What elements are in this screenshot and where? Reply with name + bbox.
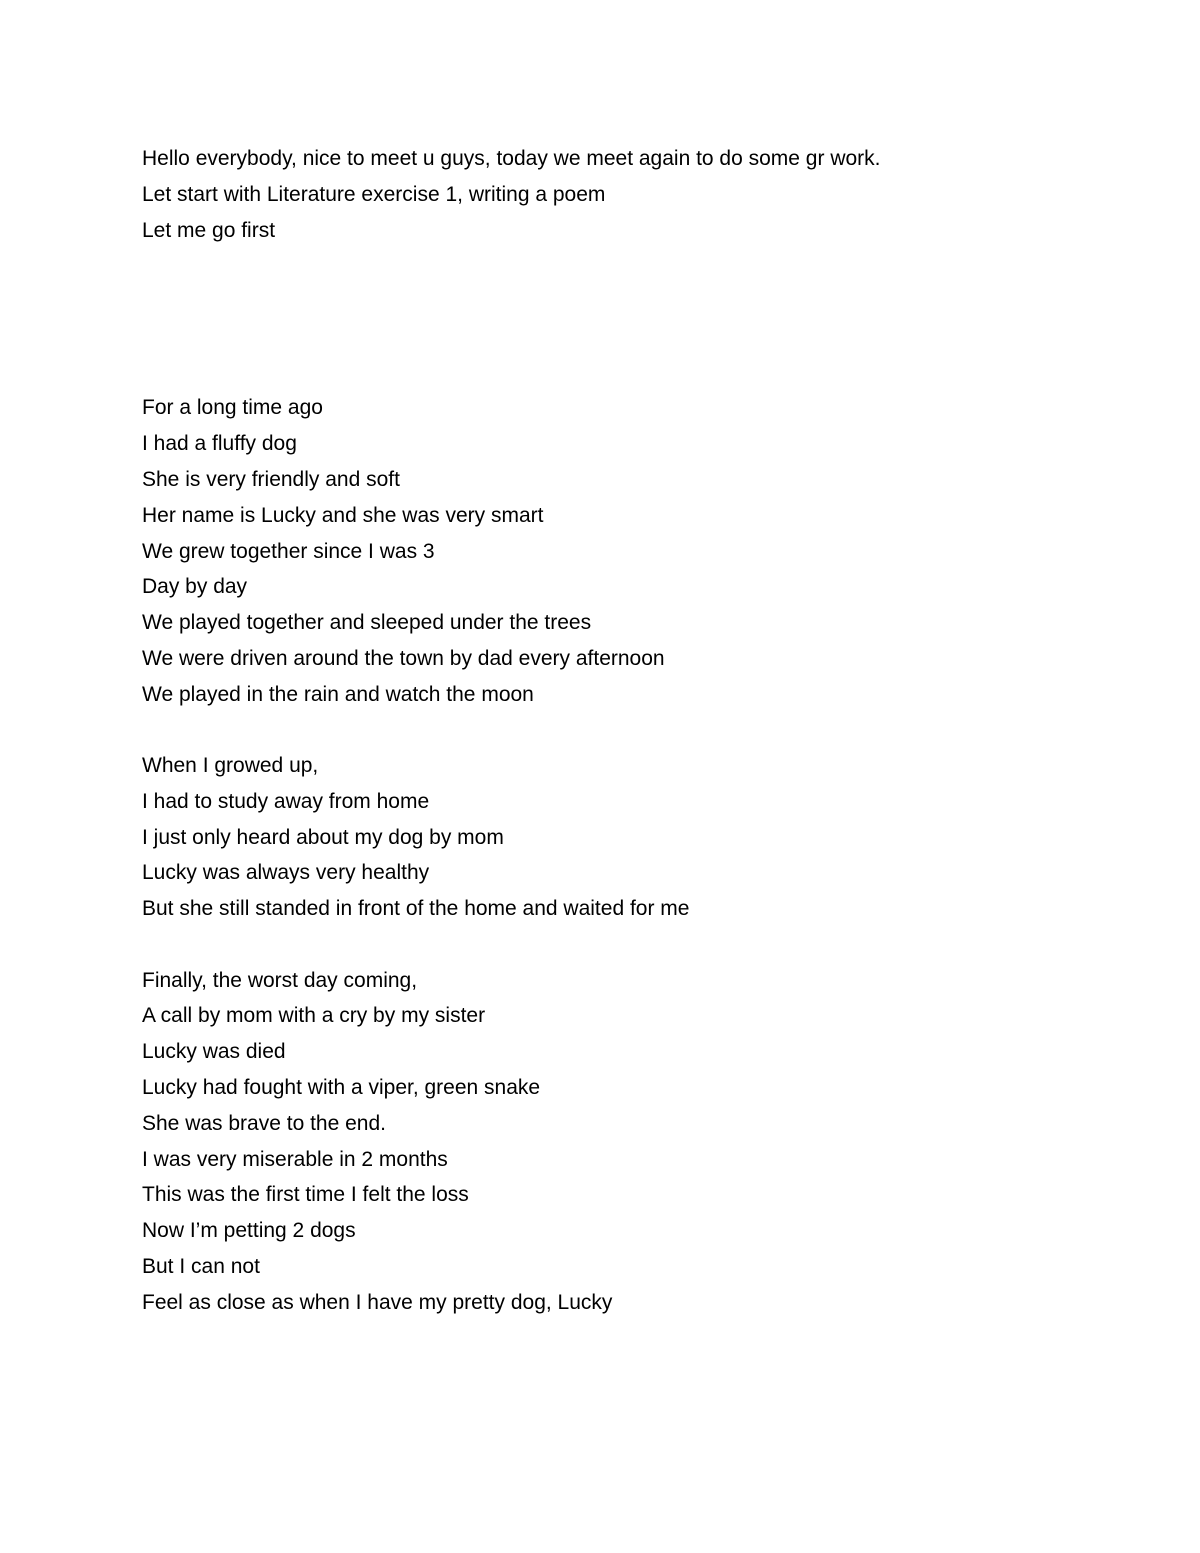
- poem-line: Now I’m petting 2 dogs: [142, 1219, 356, 1243]
- poem-line: This was the first time I felt the loss: [142, 1183, 469, 1207]
- poem-line: She is very friendly and soft: [142, 467, 400, 491]
- poem-line: We grew together since I was 3: [142, 539, 435, 563]
- poem-line: For a long time ago: [142, 396, 323, 420]
- poem-line: Lucky was died: [142, 1040, 286, 1064]
- poem-stanza-1: [142, 390, 1122, 712]
- intro-line: Let start with Literature exercise 1, writing a poem: [142, 182, 606, 206]
- intro-line: Let me go first: [142, 218, 276, 242]
- poem-line: I was very miserable in 2 months: [142, 1147, 448, 1171]
- poem-line: I had to study away from home: [142, 789, 430, 813]
- intro-line: Hello everybody, nice to meet u guys, today we meet again to do some gr work.: [142, 147, 881, 170]
- poem-stanza-2: [142, 748, 1122, 927]
- poem-line: Finally, the worst day coming,: [142, 968, 418, 992]
- poem-line: Lucky was always very healthy: [142, 861, 430, 885]
- poem-line: I had a fluffy dog: [142, 432, 297, 456]
- poem-line: But I can not: [142, 1254, 260, 1278]
- poem-line: Feel as close as when I have my pretty dog, Lucky: [142, 1290, 613, 1314]
- intro-paragraph: [142, 141, 1122, 248]
- poem-line: We played together and sleeped under the trees: [142, 611, 592, 635]
- poem-line: She was brave to the end.: [142, 1111, 386, 1135]
- poem-line: But she still standed in front of the home and waited for me: [142, 897, 690, 921]
- poem-line: When I growed up,: [142, 754, 319, 778]
- poem: [142, 390, 1122, 1320]
- poem-line: We were driven around the town by dad every afternoon: [142, 646, 665, 670]
- poem-line: I just only heard about my dog by mom: [142, 825, 504, 849]
- poem-line: Day by day: [142, 575, 248, 599]
- poem-line: Lucky had fought with a viper, green snake: [142, 1075, 541, 1099]
- poem-line: Her name is Lucky and she was very smart: [142, 503, 544, 527]
- poem-line: We played in the rain and watch the moon: [142, 682, 534, 706]
- document-body: [142, 141, 1122, 1321]
- poem-line: A call by mom with a cry by my sister: [142, 1004, 486, 1028]
- poem-stanza-3: [142, 963, 1122, 1321]
